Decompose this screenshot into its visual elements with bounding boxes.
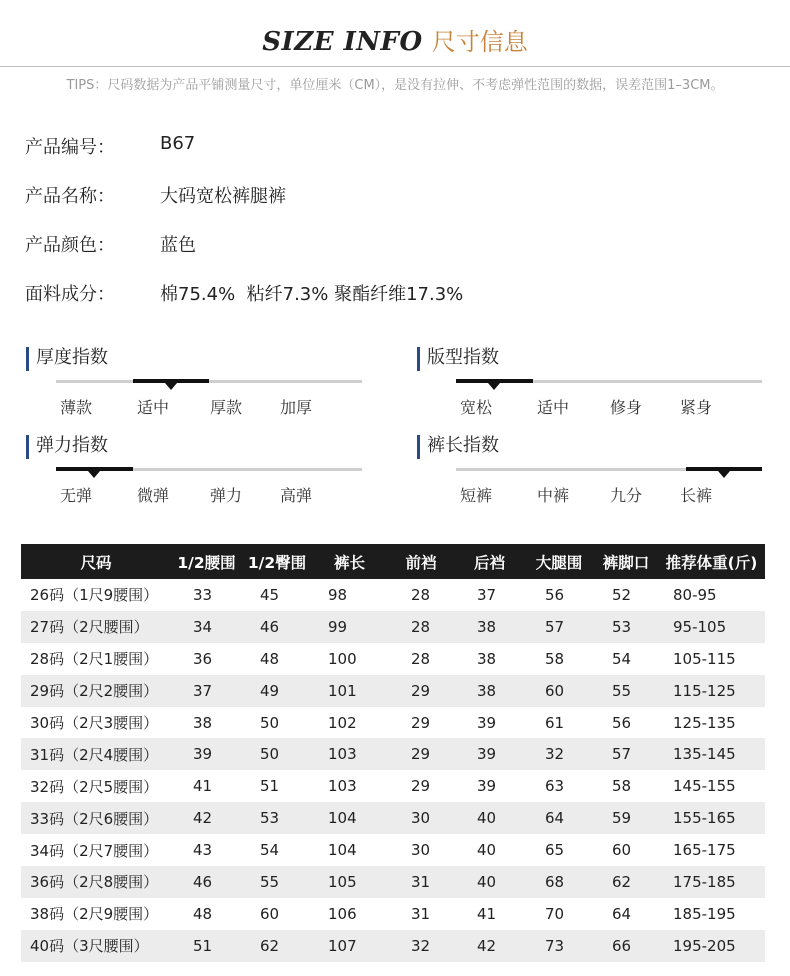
table-cell: 43 [193, 841, 213, 860]
elasticity-index [26, 435, 366, 515]
product-name-label: 产品名称： [25, 186, 115, 207]
table-cell: 41 [477, 904, 497, 923]
thickness-option: 加厚 [279, 398, 312, 417]
length-option: 长裤 [679, 486, 712, 505]
thickness-index-bar [56, 380, 362, 383]
table-cell: 63 [545, 777, 565, 796]
thickness-option: 适中 [136, 398, 169, 417]
product-fabric-label: 面料成分： [25, 284, 115, 305]
column-header-thigh: 大腿围 [524, 544, 594, 579]
fit-index-bar [456, 380, 762, 383]
table-cell: 48 [193, 904, 213, 923]
table-cell: 104 [312, 802, 387, 834]
fit-marker-icon [488, 383, 500, 390]
table-row [21, 802, 765, 834]
table-cell: 103 [312, 738, 387, 770]
size-cell: 38码（2尺9腰围） [30, 905, 159, 924]
table-row [21, 770, 765, 802]
table-cell: 62 [594, 866, 658, 898]
table-cell: 33 [193, 585, 213, 604]
table-cell: 56 [612, 713, 632, 732]
size-cell: 34码（2尺7腰围） [30, 841, 159, 860]
length-option: 中裤 [536, 486, 569, 505]
elasticity-option: 高弹 [279, 486, 312, 505]
size-cell: 32码（2尺5腰围） [30, 777, 159, 796]
table-cell: 51 [171, 930, 242, 962]
table-row [21, 738, 765, 770]
table-cell: 185-195 [673, 904, 736, 923]
table-cell: 60 [524, 675, 594, 707]
table-row [21, 643, 765, 675]
table-cell: 42 [455, 930, 524, 962]
length-index-bar [456, 468, 762, 471]
table-cell: 40 [477, 841, 497, 860]
table-cell: 155-165 [658, 802, 765, 834]
table-cell: 175-185 [658, 866, 765, 898]
table-cell: 62 [242, 930, 312, 962]
table-cell: 103 [328, 777, 357, 796]
table-cell: 70 [545, 904, 565, 923]
elasticity-index-title: 弹力指数 [26, 435, 108, 459]
thickness-index-title: 厚度指数 [26, 347, 108, 371]
table-cell: 65 [545, 841, 565, 860]
size-cell: 40码（3尺腰围） [21, 930, 171, 962]
table-cell: 66 [594, 930, 658, 962]
table-cell: 29 [411, 713, 431, 732]
thickness-option: 薄款 [59, 398, 92, 417]
table-cell: 60 [612, 841, 632, 860]
table-cell: 64 [612, 904, 632, 923]
table-cell: 58 [612, 777, 632, 796]
size-table [21, 544, 765, 962]
table-cell: 59 [594, 802, 658, 834]
table-cell: 125-135 [673, 713, 736, 732]
table-cell: 36 [193, 649, 213, 668]
table-cell: 64 [524, 802, 594, 834]
table-row [21, 834, 765, 866]
table-cell: 107 [312, 930, 387, 962]
length-option: 短裤 [459, 486, 492, 505]
page-title [0, 22, 790, 56]
size-cell: 31码（2尺4腰围） [21, 738, 171, 770]
table-row [21, 930, 765, 962]
table-cell: 28 [387, 611, 455, 643]
table-cell: 40 [455, 802, 524, 834]
column-header-length: 裤长 [312, 544, 387, 579]
table-cell: 52 [612, 585, 632, 604]
size-cell: 26码（1尺9腰围） [30, 586, 159, 605]
table-cell: 29 [411, 777, 431, 796]
column-header-half-waist: 1/2腰围 [171, 544, 242, 579]
table-cell: 105-115 [673, 649, 736, 668]
size-cell: 30码（2尺3腰围） [30, 714, 159, 732]
table-cell: 46 [171, 866, 242, 898]
size-cell: 36码（2尺8腰围） [21, 866, 171, 898]
table-cell: 37 [477, 585, 497, 604]
table-cell: 54 [260, 841, 280, 860]
table-cell: 58 [545, 649, 565, 668]
table-cell: 42 [171, 802, 242, 834]
table-cell: 29 [387, 675, 455, 707]
fit-index [417, 347, 757, 427]
product-color-label: 产品颜色： [25, 235, 115, 256]
table-cell: 38 [193, 713, 213, 732]
fit-index-title: 版型指数 [417, 347, 499, 371]
tips-text: TIPS：尺码数据为产品平铺测量尺寸，单位厘米（CM），是没有拉伸、不考虑弹性范围的数据，误差范围1–3CM。 [66, 78, 724, 93]
table-cell: 50 [242, 738, 312, 770]
table-cell: 55 [242, 866, 312, 898]
table-cell: 48 [260, 649, 280, 668]
column-header-half-hip: 1/2臀围 [242, 544, 312, 579]
table-cell: 80-95 [673, 585, 717, 604]
column-header-weight: 推荐体重(斤) [658, 544, 765, 579]
table-cell: 55 [594, 675, 658, 707]
product-code-value: B67 [160, 133, 196, 154]
thickness-index [26, 347, 366, 427]
table-cell: 51 [260, 777, 280, 796]
table-cell: 34 [171, 611, 242, 643]
product-fabric-value: 棉75.4% 粘纤7.3% 聚酯纤维17.3% [160, 284, 464, 305]
table-row [21, 579, 765, 611]
table-cell: 100 [328, 649, 357, 668]
elasticity-option: 微弹 [136, 486, 169, 505]
elasticity-marker-icon [88, 471, 100, 478]
table-cell: 39 [477, 713, 497, 732]
table-cell: 57 [524, 611, 594, 643]
size-cell: 28码（2尺1腰围） [30, 650, 159, 669]
table-row [21, 707, 765, 739]
product-color-value: 蓝色 [160, 235, 196, 256]
thickness-marker-icon [165, 383, 177, 390]
size-cell: 33码（2尺6腰围） [21, 802, 171, 834]
table-cell: 105 [312, 866, 387, 898]
elasticity-option: 无弹 [59, 486, 92, 505]
table-cell: 68 [524, 866, 594, 898]
table-row [21, 866, 765, 898]
table-cell: 31 [387, 866, 455, 898]
thickness-option: 厚款 [209, 398, 242, 417]
table-row [21, 611, 765, 643]
table-cell: 30 [387, 802, 455, 834]
length-index-title: 裤长指数 [417, 435, 499, 459]
length-option: 九分 [609, 486, 642, 505]
table-cell: 60 [260, 904, 280, 923]
table-cell: 99 [312, 611, 387, 643]
table-cell: 28 [411, 585, 431, 604]
table-cell: 32 [387, 930, 455, 962]
table-cell: 39 [477, 777, 497, 796]
fit-option: 宽松 [459, 398, 492, 417]
table-cell: 39 [455, 738, 524, 770]
table-cell: 32 [524, 738, 594, 770]
table-cell: 73 [524, 930, 594, 962]
column-header-back-rise: 后裆 [455, 544, 524, 579]
table-cell: 50 [260, 713, 280, 732]
table-cell: 29 [387, 738, 455, 770]
table-cell: 41 [193, 777, 213, 796]
product-name-value: 大码宽松裤腿裤 [160, 186, 286, 207]
table-cell: 102 [328, 713, 357, 732]
size-cell: 27码（2尺腰围） [21, 611, 171, 643]
table-cell: 45 [260, 585, 280, 604]
table-cell: 61 [545, 713, 565, 732]
column-header-leg-opening: 裤脚口 [594, 544, 658, 579]
table-cell: 49 [242, 675, 312, 707]
table-cell: 38 [455, 611, 524, 643]
table-cell: 135-145 [658, 738, 765, 770]
table-row [21, 675, 765, 707]
size-table-header-row [21, 544, 765, 579]
table-cell: 37 [171, 675, 242, 707]
title-chinese: 尺寸信息 [431, 28, 528, 56]
table-cell: 57 [594, 738, 658, 770]
title-english: SIZE INFO [262, 27, 423, 57]
table-cell: 38 [455, 675, 524, 707]
table-cell: 39 [171, 738, 242, 770]
column-header-size: 尺码 [21, 544, 171, 579]
table-cell: 106 [328, 904, 357, 923]
table-cell: 165-175 [673, 841, 736, 860]
title-divider [0, 66, 790, 67]
table-cell: 53 [242, 802, 312, 834]
table-cell: 195-205 [658, 930, 765, 962]
table-cell: 53 [594, 611, 658, 643]
table-row [21, 898, 765, 930]
product-code-label: 产品编号： [25, 137, 115, 158]
elasticity-index-bar [56, 468, 362, 471]
table-cell: 145-155 [673, 777, 736, 796]
table-cell: 46 [242, 611, 312, 643]
fit-option: 修身 [609, 398, 642, 417]
table-cell: 104 [328, 841, 357, 860]
table-cell: 31 [411, 904, 431, 923]
table-cell: 30 [411, 841, 431, 860]
table-cell: 101 [312, 675, 387, 707]
elasticity-option: 弹力 [209, 486, 242, 505]
column-header-front-rise: 前裆 [387, 544, 455, 579]
table-cell: 28 [411, 649, 431, 668]
table-cell: 56 [545, 585, 565, 604]
length-marker-icon [718, 471, 730, 478]
size-cell: 29码（2尺2腰围） [21, 675, 171, 707]
table-cell: 38 [477, 649, 497, 668]
table-cell: 95-105 [658, 611, 765, 643]
table-cell: 40 [455, 866, 524, 898]
length-index [417, 435, 757, 515]
table-cell: 54 [612, 649, 632, 668]
fit-option: 紧身 [679, 398, 712, 417]
fit-option: 适中 [536, 398, 569, 417]
table-cell: 98 [328, 585, 348, 604]
table-cell: 115-125 [658, 675, 765, 707]
